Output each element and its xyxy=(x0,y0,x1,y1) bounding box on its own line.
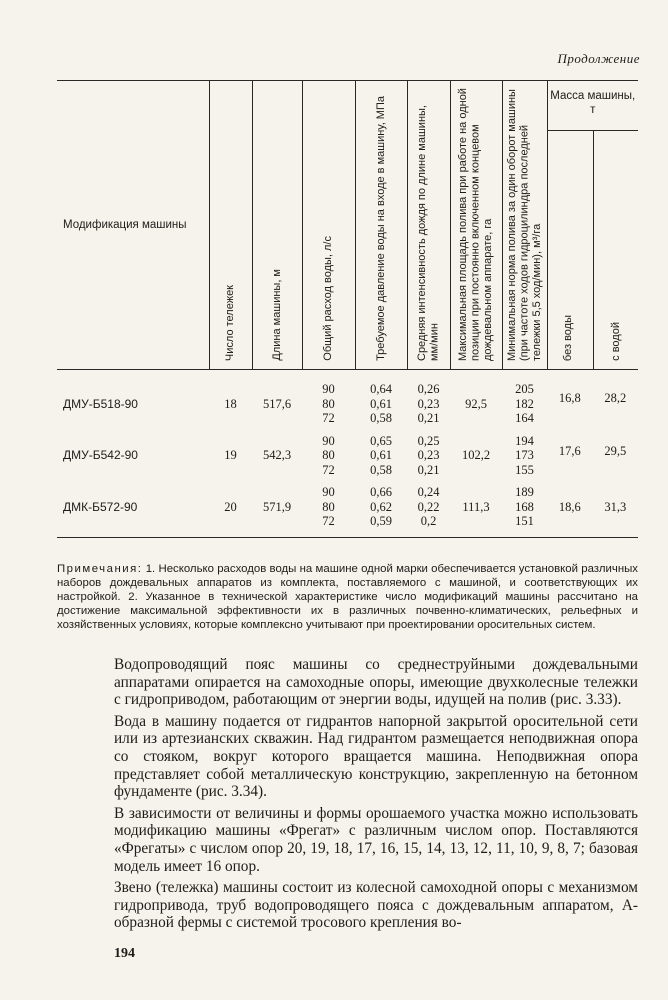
mass-header: Масса машины, т xyxy=(548,81,639,131)
cell-flow-value: 90 xyxy=(322,485,335,499)
cell-pressure xyxy=(355,477,407,537)
cell-carts: 20 xyxy=(209,477,252,537)
col-carts: Число тележек xyxy=(224,284,237,361)
cell-pressure-value: 0,65 xyxy=(370,433,392,448)
col-norm: Минимальная норма полива за один оборот машины (при частоте ходов гидроцилиндра последней тележки 5,5 ход/мин), м³/га xyxy=(505,89,543,361)
cell-length: 517,6 xyxy=(262,396,292,411)
cell-mass xyxy=(547,370,638,426)
cell-norm xyxy=(502,426,547,478)
cell-length: 571,9 xyxy=(252,477,302,537)
cell-flow-value: 90 xyxy=(322,433,335,448)
specs-table xyxy=(57,80,638,538)
cell-mass-dry: 18,6 xyxy=(558,499,581,514)
cell-pressure-value: 0,62 xyxy=(370,499,392,514)
cell-flow-value: 72 xyxy=(322,411,335,425)
cell-norm-value: 168 xyxy=(515,499,534,514)
paragraph: Звено (тележка) машины состоит из колесной самоходной опоры с механизмом гидропривода, труб водопроводящего пояса с дождевальным аппаратом, А-образной фермы с системой тросового крепления во- xyxy=(114,879,638,932)
cell-flow-value: 72 xyxy=(322,514,335,528)
col-model: Модификация машины xyxy=(57,81,209,370)
cell-norm-value: 205 xyxy=(515,382,534,396)
cell-model: ДМУ-Б542-90 xyxy=(63,448,138,462)
cell-mass xyxy=(547,477,638,537)
cell-norm xyxy=(502,477,547,537)
cell-pressure xyxy=(355,426,407,478)
cell-model: ДМК-Б572-90 xyxy=(57,477,209,537)
cell-intensity xyxy=(407,370,450,426)
cell-area: 92,5 xyxy=(465,396,487,411)
cell-area: 102,2 xyxy=(461,448,491,462)
cell-intensity-value: 0,24 xyxy=(417,485,440,499)
cell-area: 111,3 xyxy=(450,477,502,537)
col-mass xyxy=(547,81,638,370)
cell-intensity-value: 0,26 xyxy=(417,382,440,396)
cell-intensity-value: 0,25 xyxy=(417,433,440,448)
cell-pressure-value: 0,58 xyxy=(370,411,392,425)
notes-label: Примечания: xyxy=(57,563,143,575)
cell-pressure-value: 0,66 xyxy=(370,485,392,499)
cell-flow xyxy=(302,426,355,478)
col-flow: Общий расход воды, л/с xyxy=(322,236,335,361)
col-intensity: Средняя интенсивность дождя по длине машины, мм/мин xyxy=(416,105,441,361)
cell-intensity-value: 0,2 xyxy=(420,514,437,528)
cell-intensity-value: 0,22 xyxy=(417,499,440,514)
cell-flow-value: 80 xyxy=(322,499,335,514)
cell-norm-value: 194 xyxy=(515,433,534,448)
cell-mass xyxy=(547,426,638,478)
cell-mass-dry: 16,8 xyxy=(558,390,581,405)
cell-carts: 19 xyxy=(224,448,237,462)
cell-norm-value: 155 xyxy=(515,462,534,477)
cell-intensity-value: 0,23 xyxy=(417,448,440,462)
cell-flow xyxy=(302,370,355,426)
col-length: Длина машины, м xyxy=(270,269,283,361)
paragraph: В зависимости от величины и формы орошаемого участка можно использовать модификацию машины «Фрегат» с различным числом опор. Поставляются «Фрегаты» с числом опор 20, 19, 18, 17, 16, 15, 14, 13, 12, 11, 10, 9, 8, 7; базовая модель имеет 16 опор. xyxy=(114,804,638,875)
notes-text: 1. Несколько расходов воды на машине одной марки обеспечивается установкой различных наборов дождевальных аппаратов из комплекта, поставляемого с машиной, и соответствующих их настройкой. 2. Указанное в технической характеристике число модификаций машины рассчитано на достижение максимальной эффективности их в различных почвенно-климатических, рельефных и хозяйственных условиях, которые комплексно учитывают при проектировании оросительных систем. xyxy=(57,563,638,631)
cell-intensity xyxy=(407,426,450,478)
cell-intensity-value: 0,23 xyxy=(417,396,440,411)
table-row xyxy=(57,370,638,426)
cell-norm-value: 189 xyxy=(515,485,534,499)
table-row xyxy=(57,477,638,537)
table-notes xyxy=(57,562,638,632)
mass-wet-header: с водой xyxy=(609,322,622,361)
paragraph: Водопроводящий пояс машины со среднеструйными дождевальными аппаратами опирается на самоходные опоры, имеющие двухколесные тележки с гидроприводом, работающим от энергии воды, идущей на полив (рис. 3.33). xyxy=(114,656,638,709)
paragraph: Вода в машину подается от гидрантов напорной закрытой оросительной сети или из артезианских скважин. Над гидрантом размещается неподвижная опора со стояком, вокруг которого вращается машина. Неподвижная опора представляет собой металлическую конструкцию, закрепленную на бетонном фундаменте (рис. 3.34). xyxy=(114,712,638,801)
cell-flow-value: 90 xyxy=(322,382,335,396)
cell-carts: 18 xyxy=(224,396,237,411)
cell-intensity-value: 0,21 xyxy=(417,411,440,425)
continuation-label: Продолжение xyxy=(557,51,640,66)
cell-pressure-value: 0,61 xyxy=(370,448,392,462)
cell-flow-value: 80 xyxy=(322,448,335,462)
cell-flow-value: 80 xyxy=(322,396,335,411)
col-pressure: Требуемое давление воды на входе в машину, МПа xyxy=(374,96,387,361)
table-row xyxy=(57,426,638,478)
cell-flow xyxy=(302,477,355,537)
cell-norm xyxy=(502,370,547,426)
cell-pressure-value: 0,61 xyxy=(370,396,392,411)
cell-pressure-value: 0,59 xyxy=(370,514,392,528)
body-text xyxy=(114,656,638,936)
page-number: 194 xyxy=(114,946,135,961)
cell-intensity xyxy=(407,477,450,537)
col-area: Максимальная площадь полива при работе на одной позиции при постоянно включенном концевом дождевальном аппарате, га xyxy=(457,88,495,361)
cell-flow-value: 72 xyxy=(322,462,335,477)
cell-pressure-value: 0,64 xyxy=(370,382,392,396)
cell-norm-value: 173 xyxy=(515,448,534,462)
cell-length: 542,3 xyxy=(262,448,292,462)
cell-pressure xyxy=(355,370,407,426)
cell-mass-dry: 17,6 xyxy=(558,444,581,458)
cell-mass-wet: 31,3 xyxy=(604,499,627,514)
cell-mass-wet: 28,2 xyxy=(604,390,627,405)
cell-intensity-value: 0,21 xyxy=(417,462,440,477)
mass-dry-header: без воды xyxy=(561,314,574,361)
cell-norm-value: 182 xyxy=(515,396,534,411)
cell-norm-value: 151 xyxy=(515,514,534,528)
cell-model: ДМУ-Б518-90 xyxy=(63,396,138,411)
cell-mass-wet: 29,5 xyxy=(604,444,627,458)
cell-pressure-value: 0,58 xyxy=(370,462,392,477)
cell-norm-value: 164 xyxy=(515,411,534,425)
